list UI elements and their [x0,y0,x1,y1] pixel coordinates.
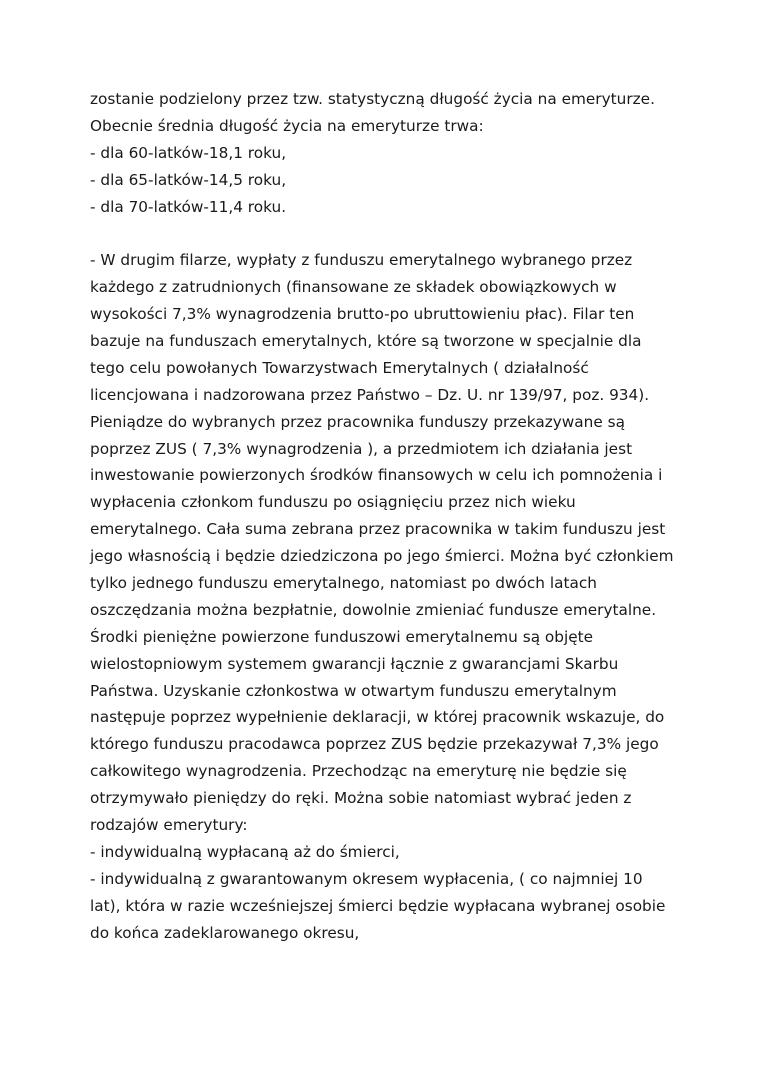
paragraph-life-expectancy [90,86,690,220]
text-line: wysokości 7,3% wynagrodzenia brutto-po ubruttowieniu płac). Filar ten [90,305,635,324]
text-line: emerytalnego. Cała suma zebrana przez pracownika w takim funduszu jest [90,520,666,539]
list-item: - dla 60-latków-18,1 roku, [90,143,287,162]
text-line: Państwa. Uzyskanie członkostwa w otwartym funduszu emerytalnym [90,681,617,700]
text-line: otrzymywało pieniędzy do ręki. Można sobie natomiast wybrać jeden z [90,789,632,808]
text-line: poprzez ZUS ( 7,3% wynagrodzenia ), a przedmiotem ich działania jest [90,439,633,458]
text-line: którego funduszu pracodawca poprzez ZUS będzie przekazywał 7,3% jego [90,735,659,754]
text-line: zostanie podzielony przez tzw. statystyczną długość życia na emeryturze. [90,90,655,108]
paragraph-second-pillar [90,247,690,946]
text-line: inwestowanie powierzonych środków finansowych w celu ich pomnożenia i [90,466,663,485]
text-line: Obecnie średnia długość życia na emeryturze trwa: [90,116,484,135]
list-item: - indywidualną wypłacaną aż do śmierci, [90,842,400,861]
text-line: - W drugim filarze, wypłaty z funduszu emerytalnego wybranego przez [90,251,633,270]
document-body [90,86,690,947]
text-line: licencjowana i nadzorowana przez Państwo – Dz. U. nr 139/97, poz. 934). [90,385,650,404]
list-item: - dla 65-latków-14,5 roku, [90,170,287,189]
list-item: - dla 70-latków-11,4 roku. [90,197,287,216]
text-line: lat), która w razie wcześniejszej śmierci będzie wypłacana wybranej osobie [90,896,666,915]
paragraph-gap [90,220,690,247]
text-line: Środki pieniężne powierzone funduszowi emerytalnemu są objęte [90,627,594,646]
text-line: jego własnością i będzie dziedziczona po jego śmierci. Można być członkiem [90,547,674,566]
text-line: następuje poprzez wypełnienie deklaracji, w której pracownik wskazuje, do [90,708,665,727]
list-item: - indywidualną z gwarantowanym okresem wypłacenia, ( co najmniej 10 [90,869,643,888]
text-line: całkowitego wynagrodzenia. Przechodząc na emeryturę nie będzie się [90,762,627,781]
text-line: tego celu powołanych Towarzystwach Emerytalnych ( działalność [90,358,589,377]
text-line: wielostopniowym systemem gwarancji łącznie z gwarancjami Skarbu [90,654,619,673]
text-line: do końca zadeklarowanego okresu, [90,923,360,942]
text-line: oszczędzania można bezpłatnie, dowolnie zmieniać fundusze emerytalne. [90,600,657,619]
text-line: bazuje na funduszach emerytalnych, które są tworzone w specjalnie dla [90,332,642,351]
text-line: rodzajów emerytury: [90,816,248,835]
text-line: każdego z zatrudnionych (finansowane ze składek obowiązkowych w [90,278,617,297]
text-line: Pieniądze do wybranych przez pracownika funduszy przekazywane są [90,412,625,431]
text-line: tylko jednego funduszu emerytalnego, natomiast po dwóch latach [90,574,597,593]
text-line: wypłacenia członkom funduszu po osiągnięciu przez nich wieku [90,493,576,512]
